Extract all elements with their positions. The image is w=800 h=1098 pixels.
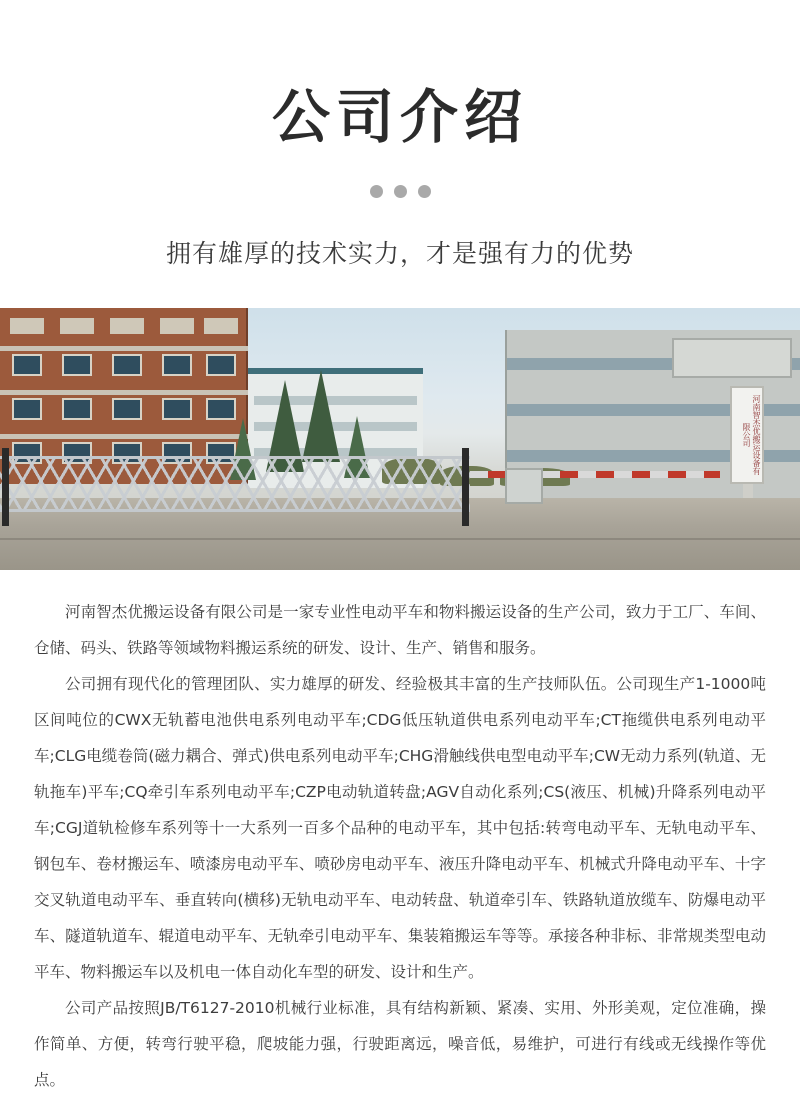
paragraph-2: 公司拥有现代化的管理团队、实力雄厚的研发、经验极其丰富的生产技师队伍。公司现生产1-1000吨区间吨位的CWX无轨蓄电池供电系列电动平车;CDG低压轨道供电系列电动平车;CT拖缆供电系列电动平车;CLG电缆卷筒(磁力耦合、弹式)供电系列电动平车;CHG滑触线供电型电动平车;CW无动力系列(轨道、无轨拖车)平车;CQ牵引车系列电动平车;CZP电动轨道转盘;AGV自动化系列;CS(液压、机械)升降系列电动平车;CGJ道轨检修车系列等十一大系列一百多个品种的电动平车，其中包括:转弯电动平车、无轨电动平车、钢包车、卷材搬运车、喷漆房电动平车、喷砂房电动平车、液压升降电动平车、机械式升降电动平车、十字交叉轨道电动平车、垂直转向(横移)无轨电动平车、电动转盘、轨道牵引车、铁路轨道放缆车、防爆电动平车、隧道轨道车、辊道电动平车、无轨牵引电动平车、集装箱搬运车等等。承接各种非标、非常规类型电动平车、物料搬运车以及机电一体自动化车型的研发、设计和生产。 (34, 674, 766, 981)
dot-divider (350, 185, 450, 198)
divider-dot-icon (394, 185, 407, 198)
factory-entrance-photo (0, 308, 800, 570)
warehouse-roof (672, 338, 792, 378)
road-marking (0, 538, 800, 540)
guard-booth (505, 468, 543, 504)
paragraph-1: 河南智杰优搬运设备有限公司是一家专业性电动平车和物料搬运设备的生产公司，致力于工厂、车间、仓储、码头、铁路等领域物料搬运系统的研发、设计、生产、销售和服务。 (34, 602, 766, 657)
gate-post (2, 448, 9, 526)
divider-dot-icon (418, 185, 431, 198)
page-subtitle: 拥有雄厚的技术实力，才是强有力的优势 (165, 238, 634, 268)
company-sign: 河南智杰优搬运设备有限公司 (730, 386, 764, 484)
page-title: 公司介绍 (271, 83, 528, 151)
retractable-gate (0, 456, 470, 512)
divider-dot-icon (370, 185, 383, 198)
page-header (0, 0, 800, 270)
company-description (0, 570, 800, 1098)
gate-post (462, 448, 469, 526)
paragraph-3: 公司产品按照JB/T6127-2010机械行业标准，具有结构新颖、紧凑、实用、外形美观，定位准确，操作简单、方便，转弯行驶平稳，爬坡能力强，行驶距离远，噪音低，易维护，可进行有线或无线操作等优点。 (34, 998, 766, 1089)
